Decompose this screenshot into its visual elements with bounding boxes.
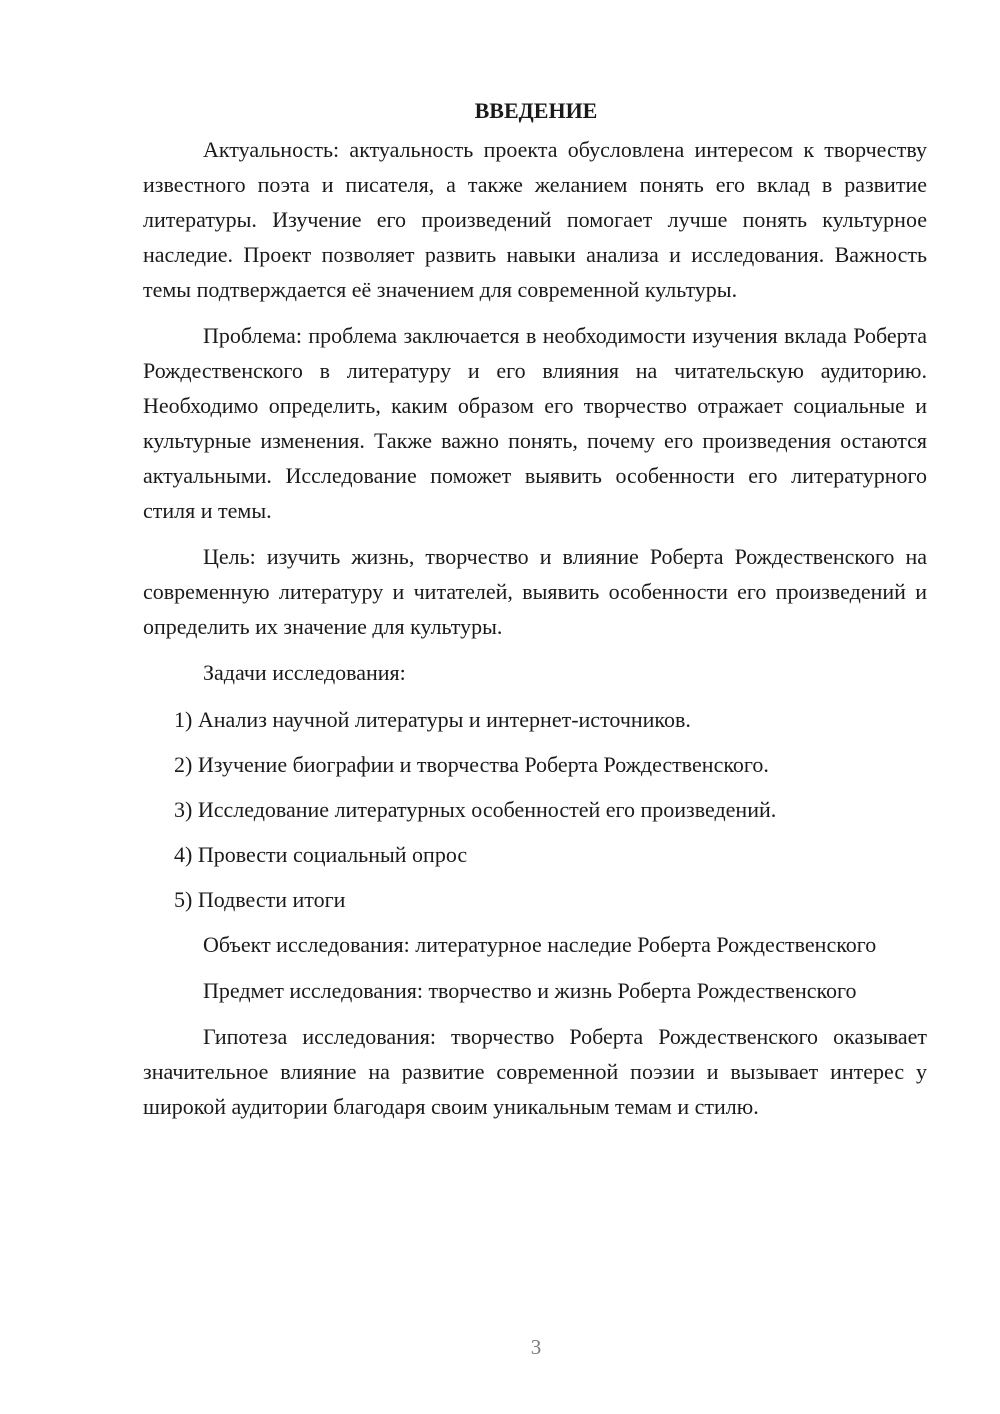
page-number: 3 [530,1335,542,1359]
hypothesis-paragraph: Гипотеза исследования: творчество Роберта Рождественского оказывает значительное влияние на развитие современной поэзии и вызывает интерес у широкой аудитории благодаря своим уникальным темам и стилю. [143,1024,927,1119]
tasks-title: Задачи исследования: [203,660,406,685]
task-item: 3) Исследование литературных особенностей его произведений. [174,797,777,822]
task-item: 2) Изучение биографии и творчества Роберта Рождественского. [174,752,769,777]
goal-paragraph: Цель: изучить жизнь, творчество и влияние Роберта Рождественского на современную литературу и читателей, выявить особенности его произведений и определить их значение для культуры. [143,544,927,639]
task-item: 1) Анализ научной литературы и интернет-источников. [174,707,691,732]
page-content [143,96,927,1135]
subject-paragraph: Предмет исследования: творчество и жизнь Роберта Рождественского [203,978,857,1003]
task-item: 4) Провести социальный опрос [174,842,468,867]
section-heading: ВВЕДЕНИЕ [474,98,598,123]
problem-paragraph: Проблема: проблема заключается в необходимости изучения вклада Роберта Рождественского в литературу и его влияния на читательскую аудиторию. Необходимо определить, каким образом его творчество отражает социальные и культурные изменения. Также важно понять, почему его произведения остаются актуальными. Исследование поможет выявить особенности его литературного стиля и темы. [143,323,927,523]
task-item: 5) Подвести итоги [174,887,346,912]
object-paragraph: Объект исследования: литературное наследие Роберта Рождественского [203,932,877,957]
relevance-paragraph: Актуальность: актуальность проекта обусловлена интересом к творчеству известного поэта и писателя, а также желанием понять его вклад в развитие литературы. Изучение его произведений помогает лучше понять культурное наследие. Проект позволяет развить навыки анализа и исследования. Важность темы подтверждается её значением для современной культуры. [143,137,927,302]
tasks-list [143,702,927,917]
